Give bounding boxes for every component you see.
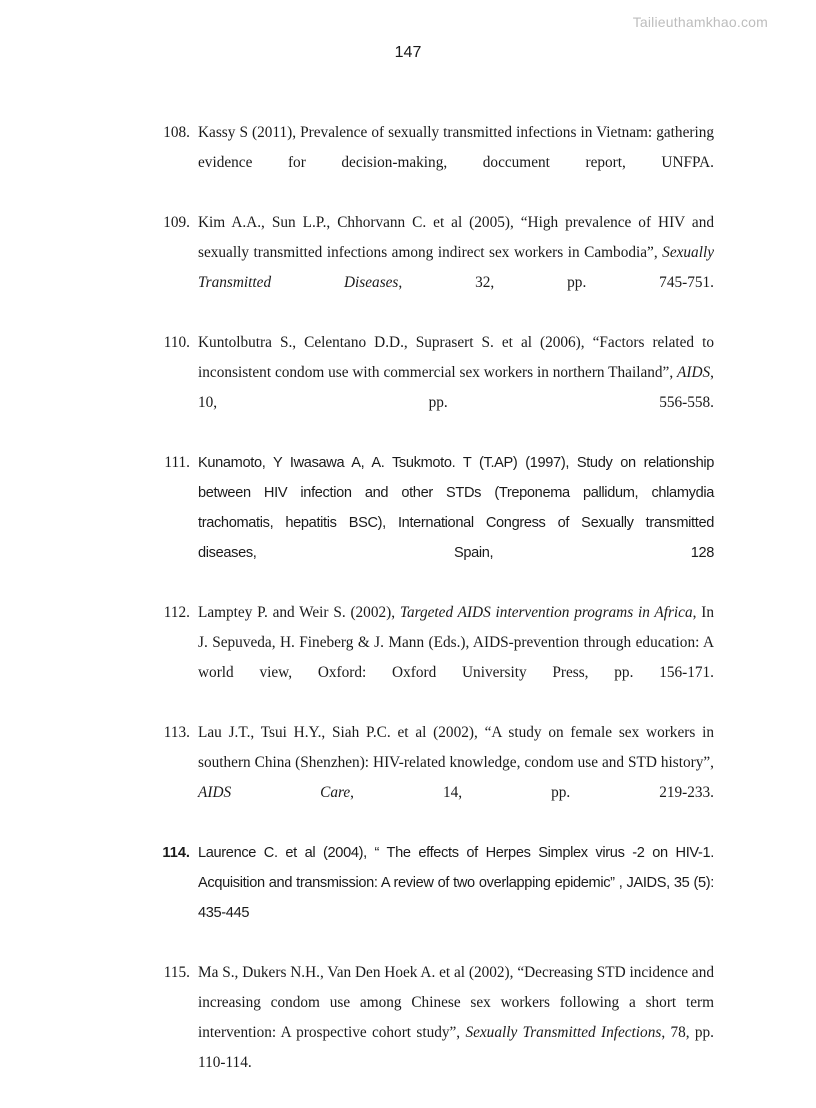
reference-text bbox=[198, 718, 714, 838]
reference-entry bbox=[156, 718, 714, 838]
reference-list bbox=[156, 118, 714, 1108]
reference-text-segment: Kunamoto, Y Iwasawa A, A. Tsukmoto. T (T.AP) (1997), Study on relationship between HIV infection and other STDs (Treponema pallidum, chlamydia trachomatis, hepatitis BSC), International Congress of Sexually transmitted diseases, Spain, 128 bbox=[198, 455, 714, 561]
reference-number: 109. bbox=[163, 214, 190, 231]
reference-text bbox=[198, 208, 714, 328]
reference-number: 115. bbox=[163, 964, 190, 981]
reference-text bbox=[198, 448, 714, 598]
reference-title-italic: Sexually Transmitted Infections bbox=[465, 1024, 662, 1041]
reference-text-segment: , 32, pp. 745-751. bbox=[398, 274, 714, 291]
reference-text bbox=[198, 838, 714, 958]
reference-entry bbox=[156, 328, 714, 448]
watermark-text: Tailieuthamkhao.com bbox=[632, 14, 768, 30]
reference-text-segment: , In J. Sepuveda, H. Fineberg & J. Mann (Eds.), AIDS-prevention through education: A world view, Oxford: Oxford University Press, pp. 156-171. bbox=[198, 604, 714, 681]
reference-text bbox=[198, 958, 714, 1108]
reference-text-segment: Laurence C. et al (2004), “ The effects of Herpes Simplex virus -2 on HIV-1. Acquisition and transmission: A review of two overlapping epidemic” , JAIDS, 35 (5): 435-445 bbox=[198, 845, 714, 921]
reference-title-italic: Targeted AIDS intervention programs in Africa bbox=[399, 604, 693, 621]
reference-text-segment: Kuntolbutra S., Celentano D.D., Suprasert S. et al (2006), “Factors related to inconsistent condom use with commercial sex workers in northern Thailand”, bbox=[198, 334, 714, 381]
reference-entry bbox=[156, 838, 714, 958]
reference-number: 113. bbox=[163, 724, 190, 741]
reference-text bbox=[198, 598, 714, 718]
reference-text-segment: Kassy S (2011), Prevalence of sexually transmitted infections in Vietnam: gathering evidence for decision-making, doccument report, UNFPA. bbox=[198, 124, 714, 171]
reference-entry bbox=[156, 958, 714, 1108]
reference-entry bbox=[156, 448, 714, 598]
reference-text-segment: , 10, pp. 556-558. bbox=[198, 364, 714, 411]
reference-entry bbox=[156, 118, 714, 208]
reference-number: 111. bbox=[164, 454, 190, 471]
reference-title-italic: AIDS bbox=[677, 364, 711, 381]
reference-number: 114. bbox=[162, 845, 190, 861]
reference-title-italic: Sexually Transmitted Diseases bbox=[198, 244, 714, 291]
reference-text-segment: Ma S., Dukers N.H., Van Den Hoek A. et al (2002), “Decreasing STD incidence and increasing condom use among Chinese sex workers following a short term intervention: A prospective cohort study”, bbox=[198, 964, 714, 1041]
reference-number: 110. bbox=[163, 334, 190, 351]
reference-text-segment: , 14, pp. 219-233. bbox=[350, 784, 714, 801]
reference-text bbox=[198, 328, 714, 448]
reference-number: 108. bbox=[163, 124, 190, 141]
reference-text-segment: , 78, pp. 110-114. bbox=[198, 1024, 715, 1071]
reference-entry bbox=[156, 598, 714, 718]
reference-number: 112. bbox=[163, 604, 190, 621]
reference-text bbox=[198, 118, 714, 208]
page-number: 147 bbox=[394, 44, 422, 61]
reference-text-segment: Lamptey P. and Weir S. (2002), bbox=[198, 604, 400, 621]
reference-text-segment: Kim A.A., Sun L.P., Chhorvann C. et al (2005), “High prevalence of HIV and sexually transmitted infections among indirect sex workers in Cambodia”, bbox=[198, 214, 714, 261]
reference-text-segment: Lau J.T., Tsui H.Y., Siah P.C. et al (2002), “A study on female sex workers in southern China (Shenzhen): HIV-related knowledge, condom use and STD history”, bbox=[198, 724, 714, 771]
reference-entry bbox=[156, 208, 714, 328]
reference-title-italic: AIDS Care bbox=[198, 784, 351, 801]
